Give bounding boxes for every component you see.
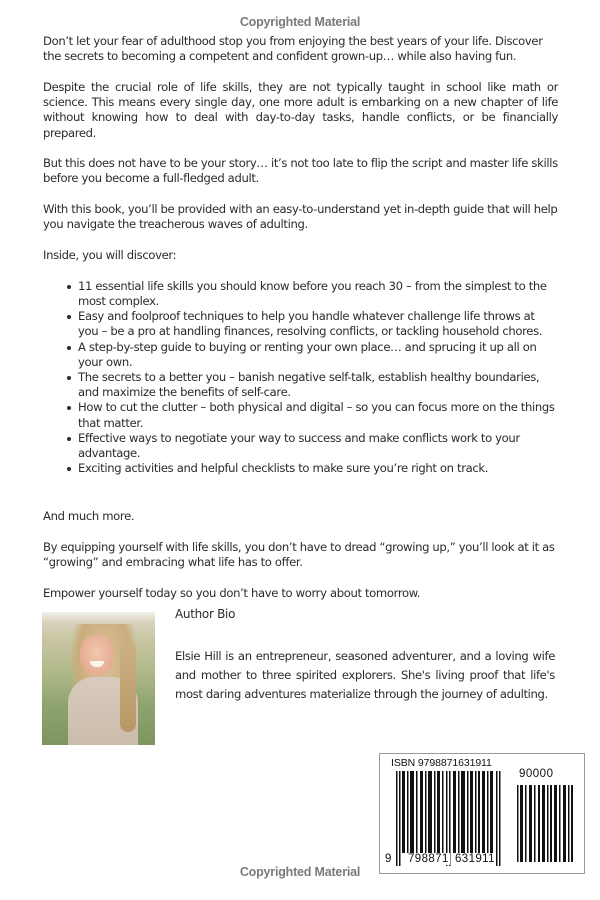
intro-paragraph-2: Despite the crucial role of life skills, they are not typically taught in school like math or science. This means every single day, one more adult is embarking on a new chapter of life without knowing how to deal with day-to-day tasks, handle conflicts, or be financially prepared. — [43, 79, 558, 140]
price-code: 90000 — [519, 768, 554, 780]
bullet-icon — [67, 346, 71, 350]
barcode-first-digit: 9 — [385, 853, 392, 865]
intro-paragraph-4: With this book, you’ll be provided with an easy-to-understand yet in-depth guide that will help you navigate the treacherous waves of adulting. — [43, 202, 558, 232]
bullet-icon — [67, 437, 71, 441]
barcode-left-digits: 798871 — [408, 853, 449, 865]
bullet-icon — [67, 467, 71, 471]
bullet-icon — [67, 315, 71, 319]
list-item: Easy and foolproof techniques to help you handle whatever challenge life throws at you – be a pro at handling finances, resolving conflicts, or tackling household chores. — [78, 309, 558, 339]
barcode-bars-icon — [396, 771, 502, 866]
photo-face-shape — [80, 634, 114, 676]
author-bio-heading: Author Bio — [175, 607, 236, 621]
feature-list — [43, 279, 558, 477]
closing-paragraph-3: Empower yourself today so you don’t have to worry about tomorrow. — [43, 585, 421, 600]
list-item: A step-by-step guide to buying or renting your own place… and sprucing it up all on your own. — [78, 340, 558, 370]
bullet-icon — [67, 406, 71, 410]
list-item: 11 essential life skills you should know before you reach 30 – from the simplest to the most complex. — [78, 279, 558, 309]
list-intro: Inside, you will discover: — [43, 248, 177, 263]
isbn-barcode — [379, 753, 585, 874]
list-item: Exciting activities and helpful checklists to make sure you’re right on track. — [78, 461, 558, 476]
closing-paragraph-2: By equipping yourself with life skills, you don’t have to dread “growing up,” you’ll look at it as “growing” and embracing what life has to offer. — [43, 540, 555, 570]
copyright-watermark-top: Copyrighted Material — [239, 15, 361, 29]
photo-hairfall-shape — [120, 642, 136, 732]
list-item: How to cut the clutter – both physical and digital – so you can focus more on the things that matter. — [78, 400, 558, 430]
author-bio-text: Elsie Hill is an entrepreneur, seasoned adventurer, and a loving wife and mother to three spirited explorers. She's living proof that life's most daring adventures materialize through the journey of adulting. — [175, 649, 555, 701]
addon-barcode-bars-icon — [517, 785, 573, 862]
list-item: The secrets to a better you – banish negative self-talk, establish healthy boundaries, and maximize the benefits of self-care. — [78, 370, 558, 400]
author-photo — [42, 612, 155, 745]
isbn-label: ISBN 9798871631911 — [391, 757, 492, 769]
copyright-watermark-bottom: Copyrighted Material — [239, 865, 361, 879]
barcode-right-digits: 631911 — [455, 853, 495, 865]
list-item: Effective ways to negotiate your way to success and make conflicts work to your advantage. — [78, 431, 558, 461]
closing-paragraph-1: And much more. — [43, 509, 135, 524]
back-cover-text — [43, 34, 558, 617]
intro-paragraph-3: But this does not have to be your story… it’s not too late to flip the script and master life skills before you become a full-fledged adult. — [43, 156, 558, 186]
bullet-icon — [67, 285, 71, 289]
bullet-icon — [67, 376, 71, 380]
intro-paragraph-1: Don’t let your fear of adulthood stop you from enjoying the best years of your life. Discover the secrets to becoming a competent and confident grown-up… while also having fun. — [43, 34, 543, 64]
